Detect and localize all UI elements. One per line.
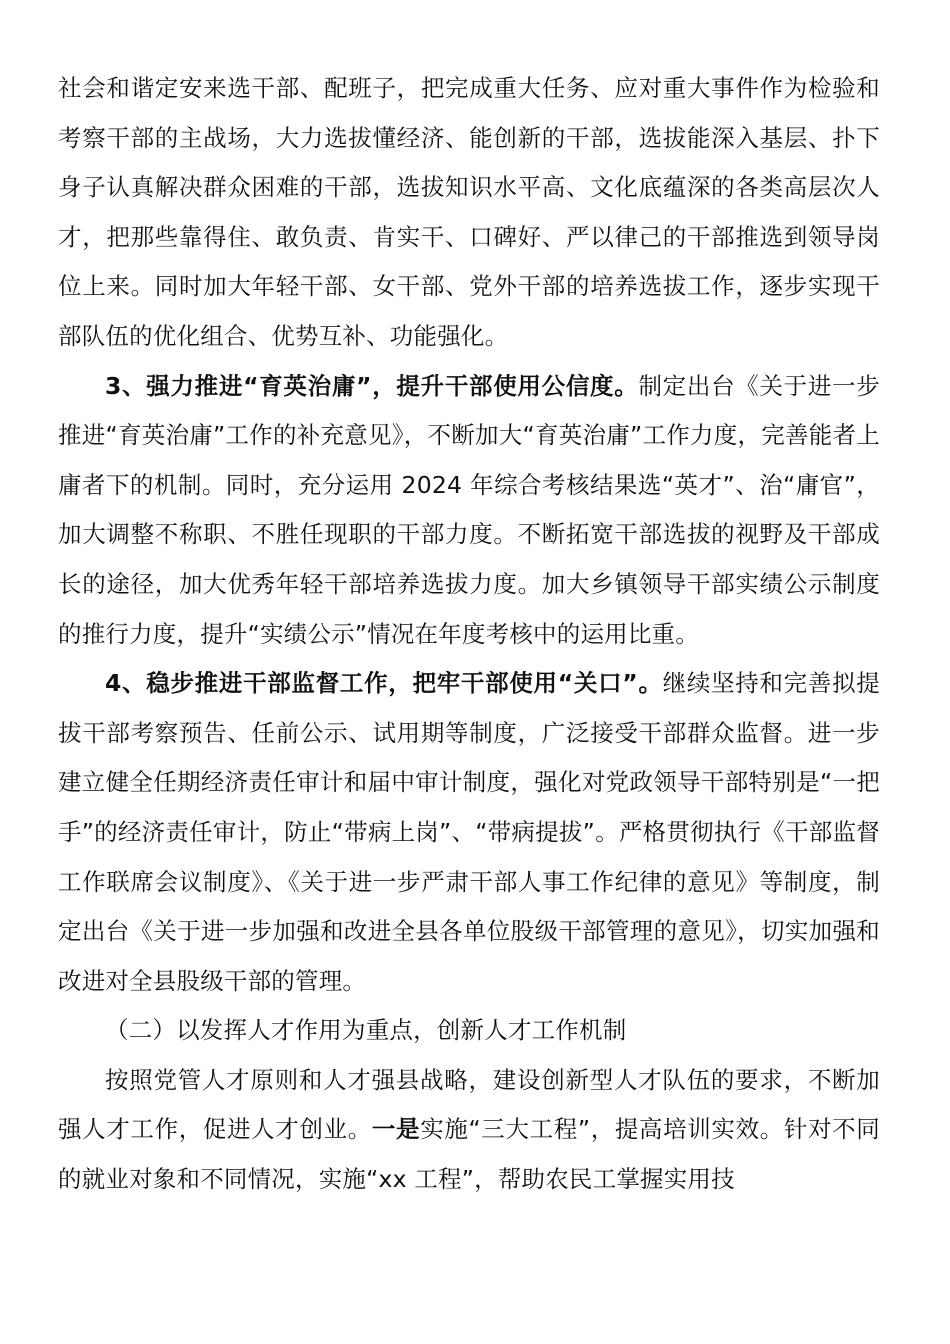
section-heading-talent	[58, 1006, 880, 1056]
item-3-text: 制定出台《关于进一步推进“育英治庸”工作的补充意见》，不断加大“育英治庸”工作力度，完善能者上庸者下的机制。同时，充分运用 2024 年综合考核结果选“英才”、治“庸官”，加大调整不称职、不胜任现职的干部力度。不断拓宽干部选拔的视野及干部成长的途径，加大优秀年轻干部培养选拔力度。加大乡镇领导干部实绩公示制度的推行力度，提升“实绩公示”情况在年度考核中的运用比重。	[58, 371, 880, 648]
paragraph-item-3	[58, 362, 880, 660]
talent-bold-marker: 一是	[371, 1115, 421, 1144]
document-page	[58, 64, 880, 1205]
item-4-heading: 4、稳步推进干部监督工作，把牢干部使用“关口”。	[105, 669, 663, 698]
talent-text-b: 实施“三大工程”，提高培训实效。针对不同的就业对象和不同情况，实施“xx 工程”，帮助农民工掌握实用技	[58, 1115, 880, 1194]
talent-text-a: 按照党管人才原则和人才强县战略，建设创新型人才队伍的要求，不断加强人才工作，促进人才创业。	[58, 1065, 880, 1144]
paragraph-text: 社会和谐定安来选干部、配班子，把完成重大任务、应对重大事件作为检验和考察干部的主战场，大力选拔懂经济、能创新的干部，选拔能深入基层、扑下身子认真解决群众困难的干部，选拔知识水平高、文化底蕴深的各类高层次人才，把那些靠得住、敢负责、肯实干、口碑好、严以律己的干部推选到领导岗位上来。同时加大年轻干部、女干部、党外干部的培养选拔工作，逐步实现干部队伍的优化组合、优势互补、功能强化。	[58, 74, 880, 350]
item-4-text: 继续坚持和完善拟提拔干部考察预告、任前公示、试用期等制度，广泛接受干部群众监督。进一步建立健全任期经济责任审计和届中审计制度，强化对党政领导干部特别是“一把手”的经济责任审计，防止“带病上岗”、“带病提拔”。严格贯彻执行《干部监督工作联席会议制度》、《关于进一步严肃干部人事工作纪律的意见》等制度，制定出台《关于进一步加强和改进全县各单位股级干部管理的意见》，切实加强和改进对全县股级干部的管理。	[58, 669, 880, 995]
section-heading-text: （二）以发挥人才作用为重点，创新人才工作机制	[105, 1016, 627, 1045]
paragraph-cadre-selection	[58, 64, 880, 362]
item-3-heading: 3、强力推进“育英治庸”，提升干部使用公信度。	[105, 371, 639, 400]
paragraph-talent-work	[58, 1056, 880, 1205]
paragraph-item-4	[58, 659, 880, 1006]
